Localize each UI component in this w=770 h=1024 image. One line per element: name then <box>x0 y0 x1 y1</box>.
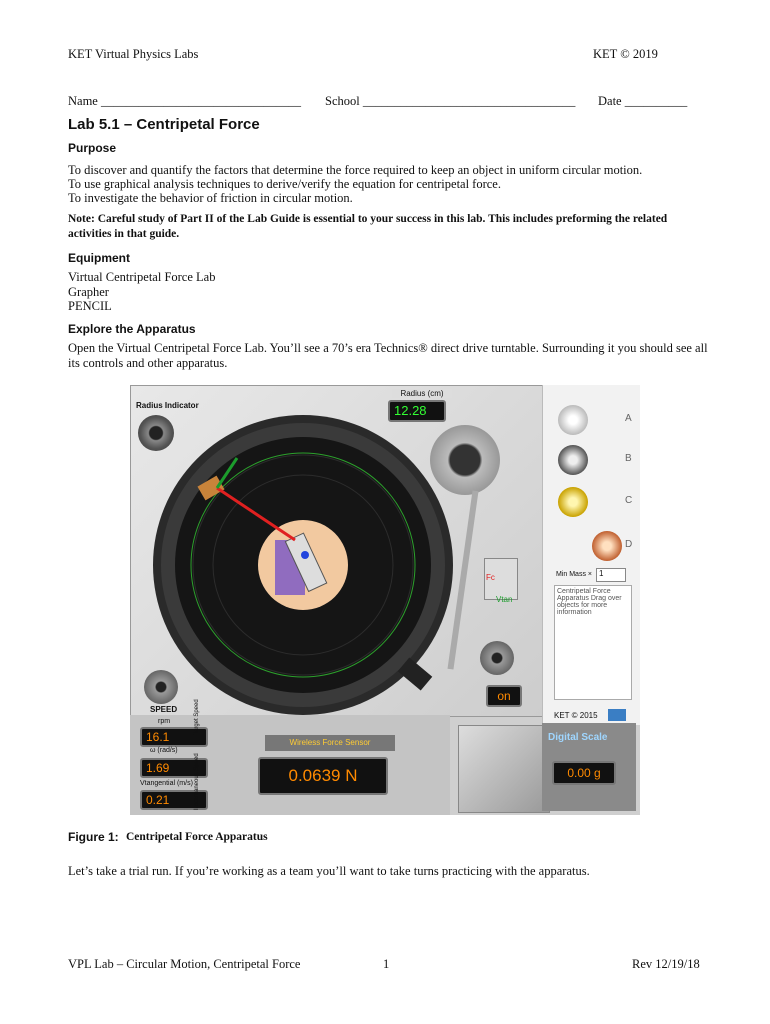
vtan-label: Vtan <box>496 595 513 604</box>
footer-right: Rev 12/19/18 <box>632 957 700 971</box>
mass-c-icon[interactable] <box>558 487 588 517</box>
min-mass-label: Min Mass × <box>556 571 592 578</box>
figure-caption-text: Centripetal Force Apparatus <box>126 831 268 843</box>
radius-indicator-label: Radius Indicator <box>136 401 199 410</box>
page-title: Lab 5.1 – Centripetal Force <box>68 116 260 133</box>
rpm-display: 16.1 <box>140 727 208 747</box>
fc-label: Fc <box>486 573 495 582</box>
explore-heading: Explore the Apparatus <box>68 322 196 336</box>
scale-display: 0.00 g <box>552 761 616 785</box>
school-field: School __________________________________ <box>325 94 576 108</box>
info-box: Centripetal Force Apparatus Drag over objects for more information <box>554 585 632 700</box>
purpose-line: To use graphical analysis techniques to derive/verify the equation for centripetal force. <box>68 177 501 191</box>
mass-c-label: C <box>625 495 633 506</box>
speed-label: SPEED <box>150 705 178 714</box>
mass-b-label: B <box>625 453 632 464</box>
explore-text: Open the Virtual Centripetal Force Lab. You’ll see a 70’s era Technics® direct drive turntable. Surrounding it you should see all its controls and other apparatus. <box>68 341 708 370</box>
folder-icon[interactable] <box>608 709 626 721</box>
target-speed-label: Target Speed <box>194 699 200 735</box>
mass-b-icon[interactable] <box>558 445 588 475</box>
radius-label: Radius (cm) <box>392 389 452 398</box>
equipment-item: Virtual Centripetal Force Lab <box>68 270 216 284</box>
sensor-display: 0.0639 N <box>258 757 388 795</box>
footer-left: VPL Lab – Circular Motion, Centripetal Force <box>68 957 301 971</box>
purpose-line: To discover and quantify the factors that determine the force required to keep an object in uniform circular motion. <box>68 163 643 177</box>
note-text: Note: Careful study of Part II of the Lab Guide is essential to your success in this lab. This includes preforming the related activities in that guide. <box>68 213 668 240</box>
ket-2015-label: KET © 2015 <box>554 711 598 720</box>
tonearm-base <box>430 425 500 495</box>
header-right: KET © 2019 <box>593 47 658 61</box>
purpose-heading: Purpose <box>68 141 117 155</box>
vtan-ms-display: 0.21 <box>140 790 208 810</box>
omega-label: ω (rad/s) <box>150 747 178 754</box>
scale-pan <box>458 725 550 813</box>
date-field: Date __________ <box>598 94 688 108</box>
vtan-ms-label: Vtangential (m/s) <box>140 780 193 787</box>
name-field: Name ________________________________ <box>68 94 301 108</box>
inst-speed-label: Instantaneous Speed <box>194 753 200 810</box>
mass-a-label: A <box>625 413 632 424</box>
mass-a-icon[interactable] <box>558 405 588 435</box>
scale-label: Digital Scale <box>548 732 608 743</box>
rpm-label: rpm <box>158 718 171 725</box>
apparatus-image <box>130 385 640 815</box>
mass-d-label: D <box>625 539 633 550</box>
trial-text: Let’s take a trial run. If you’re working as a team you’ll want to take turns practicing with the apparatus. <box>68 864 590 878</box>
sensor-label: Wireless Force Sensor <box>265 735 395 751</box>
min-mass-stepper[interactable]: 1 <box>596 568 626 582</box>
page-number: 1 <box>383 957 390 971</box>
speed-knob[interactable] <box>144 670 178 704</box>
spindle <box>301 551 309 559</box>
equipment-item: Grapher <box>68 285 109 299</box>
figure-caption-label: Figure 1: <box>68 830 119 844</box>
purpose-line: To investigate the behavior of friction in circular motion. <box>68 191 353 205</box>
mass-d-icon[interactable] <box>592 531 622 561</box>
pitch-knob[interactable] <box>480 641 514 675</box>
on-button[interactable]: on <box>486 685 522 707</box>
equipment-item: PENCIL <box>68 299 112 313</box>
header-left: KET Virtual Physics Labs <box>68 47 199 61</box>
omega-display: 1.69 <box>140 758 208 778</box>
equipment-heading: Equipment <box>68 251 130 265</box>
radius-display: 12.28 <box>388 400 446 422</box>
